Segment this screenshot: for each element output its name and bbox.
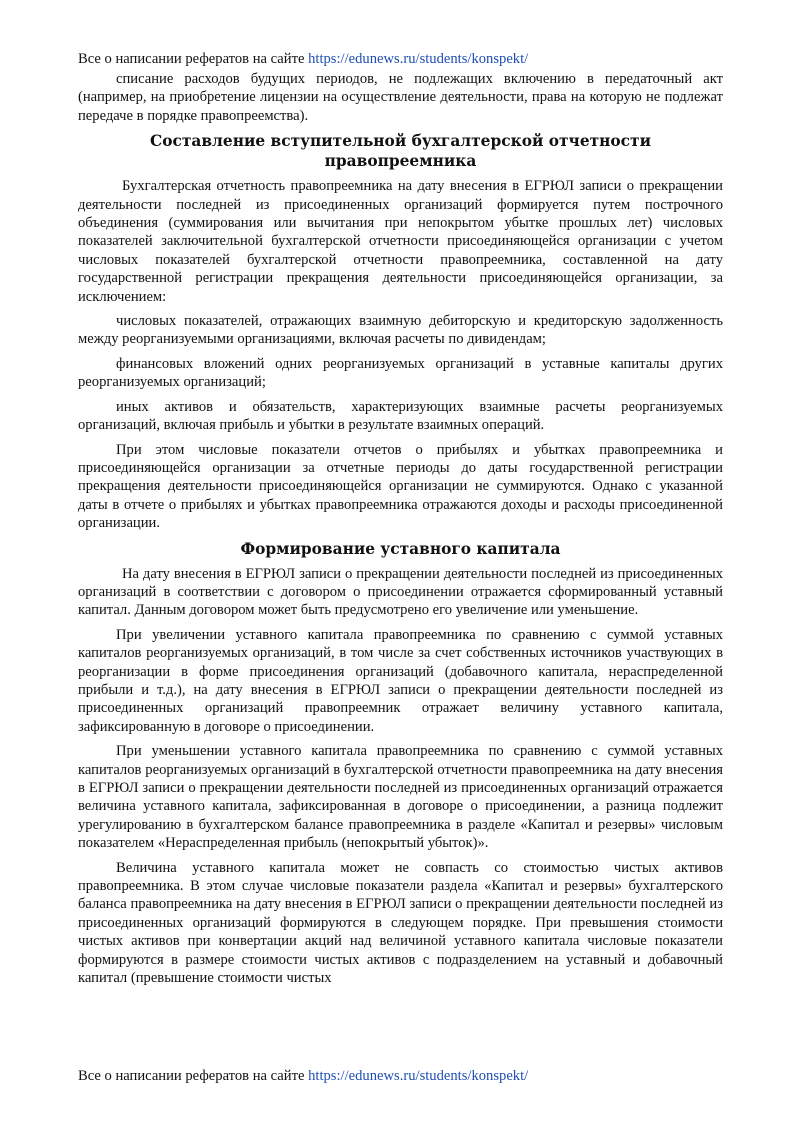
footer-link[interactable]: https://edunews.ru/students/konspekt/ <box>308 1068 529 1084</box>
paragraph-exception-receivables: числовых показателей, отражающих взаимную дебиторскую и кредиторскую задолженность между реорганизуемыми организациями, включая расчеты по дивидендам; <box>78 313 723 348</box>
paragraph-capital-decrease: При уменьшении уставного капитала правопреемника по сравнению с суммой уставных капиталов реорганизуемых организаций в бухгалтерской отчетности правопреемника на дату внесения в ЕГРЮЛ записи о прекращении деятельности последней из присоединенных организаций отражается величина уставного капитала, зафиксированная в договоре о присоединении, а разница подлежит урегулированию в бухгалтерском балансе правопреемника в разделе «Капитал и резервы» числовым показателем «Нераспределенная прибыль (непокрытый убыток)». <box>78 743 723 852</box>
header-link[interactable]: https://edunews.ru/students/konspekt/ <box>308 51 529 67</box>
paragraph-expenses: списание расходов будущих периодов, не подлежащих включению в передаточный акт (например, на приобретение лицензии на осуществление деятельности, права на которую не подлежат передаче в порядке правопреемства). <box>78 71 723 124</box>
paragraph-net-assets: Величина уставного капитала может не совпасть со стоимостью чистых активов правопреемника. В этом случае числовые показатели раздела «Капитал и резервы» бухгалтерского баланса правопреемника на дату внесения в ЕГРЮЛ записи о прекращении деятельности последней из присоединенных организаций формируются в следующем порядке. При превышения стоимости чистых активов при конвертации акций над величиной уставного капитала числовые показатели формируются в размере стоимости чистых активов с подразделением на уставный и добавочный капитал (превышение стоимости чистых <box>78 859 723 987</box>
header-text: Все о написании рефератов на сайте <box>78 51 305 67</box>
paragraph-exception-investments: финансовых вложений одних реорганизуемых организаций в уставные капиталы других реорганизуемых организаций; <box>78 355 723 391</box>
section-heading-opening-reporting: Составление вступительной бухгалтерской отчетности правопреемника <box>149 132 652 171</box>
paragraph-capital-date: На дату внесения в ЕГРЮЛ записи о прекращении деятельности последней из присоединенных организаций в соответствии с договором о присоединении отражается сформированный уставный капитал. Данным договором может быть предусмотрено его увеличение или уменьшение. <box>78 565 723 619</box>
section-heading-charter-capital: Формирование уставного капитала <box>240 539 561 558</box>
page-header <box>78 50 528 68</box>
footer-text: Все о написании рефератов на сайте <box>78 1068 305 1084</box>
document-body <box>78 70 723 993</box>
paragraph-capital-increase: При увеличении уставного капитала правопреемника по сравнению с суммой уставных капиталов реорганизуемых организаций, в том числе за счет собственных источников участвующих в реорганизации в форме присоединения организаций (добавочного капитала, нераспределенной прибыли и т.д.), на дату внесения в ЕГРЮЛ записи о прекращении деятельности последней из присоединенных организаций правопреемник отражает величину уставного капитала, зафиксированную в договоре о присоединении. <box>78 626 723 735</box>
paragraph-profit-loss: При этом числовые показатели отчетов о прибылях и убытках правопреемника и присоединяющейся организации за отчетные периоды до даты государственной регистрации прекращения деятельности присоединяющейся организации не суммируются. Однако с указанной даты в отчете о прибылях и убытках правопреемника отражаются доходы и расходы присоединенной организации. <box>78 441 723 532</box>
page-footer <box>78 1067 528 1085</box>
paragraph-reporting: Бухгалтерская отчетность правопреемника на дату внесения в ЕГРЮЛ записи о прекращении деятельности последней из присоединенных организаций формируется путем построчного объединения (суммирования или вычитания при непокрытом убытке прошлых лет) числовых показателей заключительной бухгалтерской отчетности присоединяющейся организации с учетом числовых показателей бухгалтерской отчетности правопреемника, составленной на дату государственной регистрации прекращения деятельности присоединяющейся организации, за исключением: <box>78 178 723 305</box>
paragraph-exception-other: иных активов и обязательств, характеризующих взаимные расчеты реорганизуемых организаций, включая прибыль и убытки в результате взаимных операций. <box>78 398 723 434</box>
